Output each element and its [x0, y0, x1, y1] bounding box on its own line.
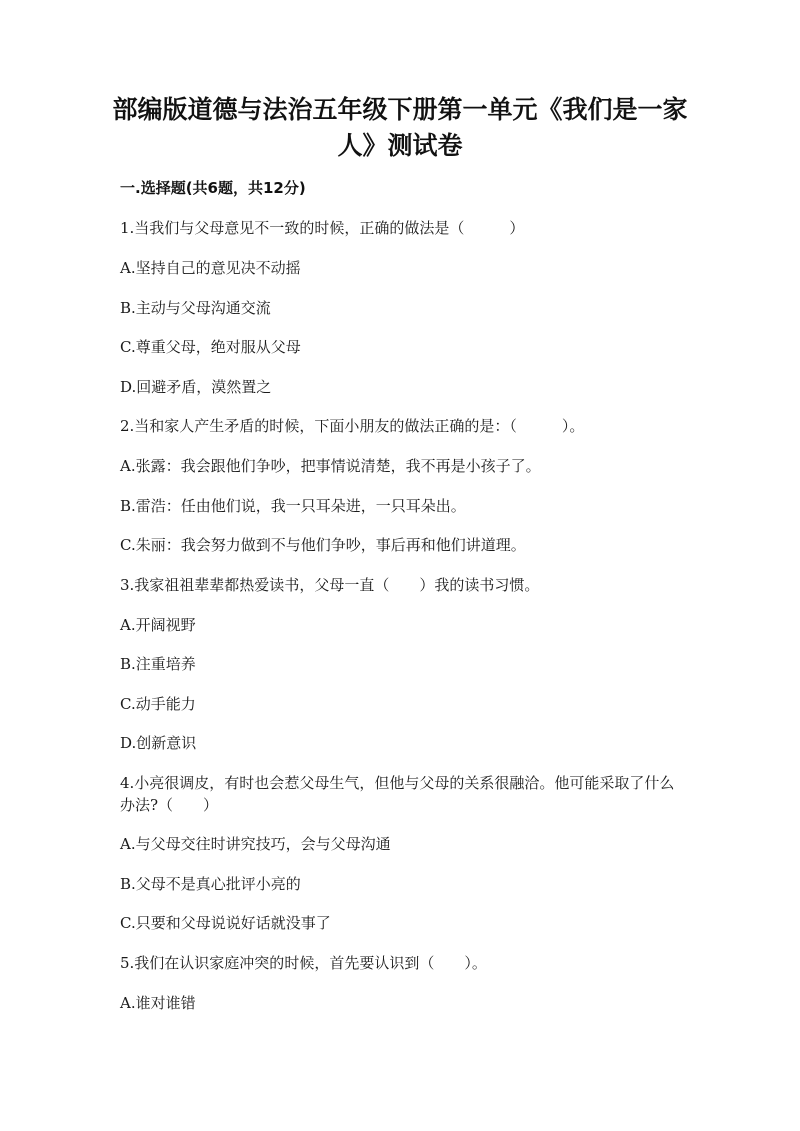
question-3-option-b: B.注重培养: [120, 655, 196, 673]
question-3-stem: 3.我家祖祖辈辈都热爱读书，父母一直（ ）我的读书习惯。: [120, 576, 540, 594]
question-4-option-b: B.父母不是真心批评小亮的: [120, 875, 301, 893]
question-4-option-a: A.与父母交往时讲究技巧，会与父母沟通: [120, 835, 391, 853]
question-3-option-a: A.开阔视野: [120, 616, 196, 634]
document-title: 部编版道德与法治五年级下册第一单元《我们是一家人》测试卷: [112, 95, 688, 160]
question-3-option-d: D.创新意识: [120, 734, 197, 752]
question-1-option-c: C.尊重父母，绝对服从父母: [120, 338, 301, 356]
question-2-stem: 2.当和家人产生矛盾的时候，下面小朋友的做法正确的是：（ ）。: [120, 417, 585, 435]
question-5-stem: 5.我们在认识家庭冲突的时候，首先要认识到（ ）。: [120, 954, 487, 972]
question-4-stem: 4.小亮很调皮，有时也会惹父母生气，但他与父母的关系很融洽。他可能采取了什么办法?（ ）: [120, 774, 675, 814]
question-5-option-a: A.谁对谁错: [120, 994, 196, 1012]
question-4-option-c: C.只要和父母说说好话就没事了: [120, 914, 331, 932]
question-1-stem: 1.当我们与父母意见不一致的时候，正确的做法是（ ）: [120, 219, 525, 237]
question-2-option-b: B.雷浩：任由他们说，我一只耳朵进，一只耳朵出。: [120, 497, 466, 515]
section-heading: 一.选择题(共6题，共12分): [120, 179, 306, 197]
question-3-option-c: C.动手能力: [120, 695, 196, 713]
question-2-option-a: A.张露：我会跟他们争吵，把事情说清楚，我不再是小孩子了。: [120, 457, 541, 475]
question-2-option-c: C.朱丽：我会努力做到不与他们争吵，事后再和他们讲道理。: [120, 536, 526, 554]
question-1-option-a: A.坚持自己的意见决不动摇: [120, 259, 301, 277]
question-1-option-b: B.主动与父母沟通交流: [120, 299, 271, 317]
question-1-option-d: D.回避矛盾，漠然置之: [120, 378, 272, 396]
